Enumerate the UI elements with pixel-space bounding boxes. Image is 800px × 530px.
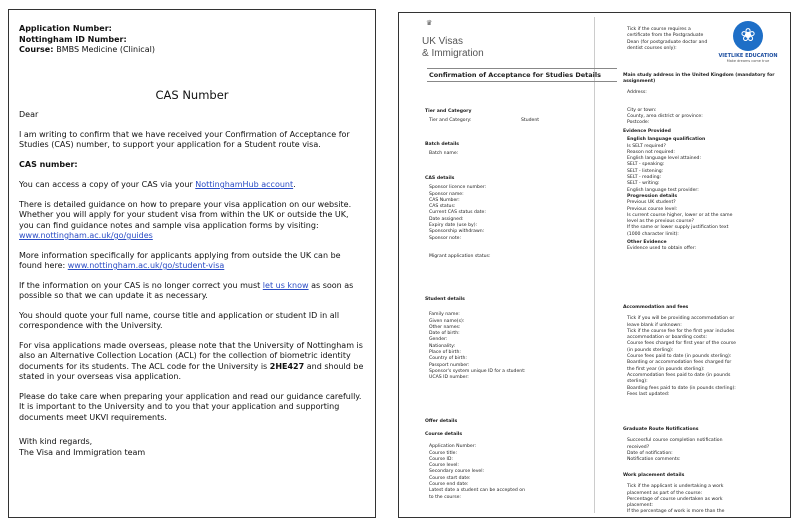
paragraph-care: Please do take care when preparing your application and read our guidance carefully. It is important to the University and to you that your application and supporting documents meet UKVI requirements. (19, 391, 362, 422)
tier-row: Tier and Category: Student (429, 118, 590, 124)
letter-header (19, 24, 365, 56)
paragraph-acl: For visa applications made overseas, please note that the University of Nottingham is also an Alternative Collection Location (ACL) for the collection of biometric identity documents for its students. The ACL code for the University is 2HE427 and should be stated in your overseas visa application. (19, 340, 364, 381)
closing: With kind regards, (19, 437, 93, 446)
form-title: Confirmation of Acceptance for Studies Details (427, 68, 617, 82)
batch-section (425, 142, 590, 158)
course-line (19, 45, 365, 56)
batch-heading: Batch details (425, 142, 459, 147)
field-row: Country of birth: (429, 356, 467, 362)
vietlike-watermark (711, 21, 785, 63)
paragraph-correction: If the information on your CAS is no longer correct you must let us know as soon as possible so that we can update it as necessary. (19, 280, 354, 300)
cas-details-section (425, 176, 590, 260)
letter-title: CAS Number (155, 87, 229, 102)
field-row: CAS Number: (429, 197, 460, 203)
royal-crest-icon: ♛ (426, 19, 433, 27)
field-row: Place of birth: (429, 350, 461, 356)
tier-section (425, 109, 590, 125)
field-row: Application Number: (429, 444, 477, 450)
watermark-slogan: Make dreams come true (726, 59, 770, 63)
nottingham-id-label: Nottingham ID Number: (19, 34, 127, 44)
field-row: Course ID: (429, 456, 453, 462)
greeting: Dear (19, 110, 39, 119)
field-row: Latest date a student can be accepted on to the course: (429, 488, 526, 500)
graduate-route-heading: Graduate Route Notifications (623, 427, 699, 432)
cas-letter (8, 9, 376, 518)
course-details-section (425, 432, 590, 501)
column-divider (594, 17, 595, 513)
lotus-icon: ❀ (733, 21, 763, 51)
signature: The Visa and Immigration team (19, 447, 146, 457)
paragraph-guidance: There is detailed guidance on how to prepare your visa application on our website. Whether you will apply for your student visa from within the UK or outside the UK, you can find guidance notes and sample visa application forms by visiting: www.nottingham.ac.uk/go/guides (19, 199, 352, 240)
course-label: Course: (19, 45, 54, 54)
tier-value: Student (521, 118, 540, 124)
field-row: Expiry date (use by): (429, 223, 478, 229)
nottinghamhub-link[interactable]: NottinghamHub account (195, 180, 294, 189)
field-row: Sponsor licence number: (429, 185, 487, 191)
offer-details-heading: Offer details (425, 419, 458, 424)
field-row: Course level: (429, 463, 459, 469)
evidence-heading: Evidence Provided (623, 129, 671, 134)
cas-details-form (398, 12, 791, 518)
field-row: Sponsor note: (429, 235, 462, 241)
cas-number-heading: CAS number: (19, 159, 78, 169)
student-visa-link[interactable]: www.nottingham.ac.uk/go/student-visa (67, 261, 225, 270)
signoff (19, 437, 365, 458)
offer-details-section (425, 419, 590, 428)
guides-link[interactable]: www.nottingham.ac.uk/go/guides (19, 231, 153, 240)
pg-dean-field: Tick if the course requires a certificate from the Postgraduate Dean (for postgraduate doctor and dentist courses only): (627, 27, 708, 51)
acl-code: 2HE427 (269, 361, 305, 371)
field-row: UCAS ID number: (429, 375, 469, 381)
field-row: Sponsor name: (429, 191, 464, 197)
paragraph-access: You can access a copy of your CAS via your NottinghamHub account. (19, 180, 296, 189)
field-row: Current CAS status date: (429, 210, 486, 216)
field-row: Sponsor's system unique ID for a student: (429, 368, 526, 374)
field-row: Course title: (429, 450, 458, 456)
progression-heading: Progression details (627, 193, 678, 199)
watermark-brand: VIETLIKE EDUCATION (718, 53, 778, 59)
field-row: Course end date: (429, 482, 469, 488)
field-row: Nationality: (429, 343, 456, 349)
english-heading: English language qualification (627, 137, 706, 143)
field-row: CAS status: (429, 204, 456, 210)
field-row: Date of birth: (429, 331, 460, 337)
student-details-heading: Student details (425, 297, 465, 302)
work-placement-section: Work placement details Tick if the applicant is undertaking a work placement as part of the course: Percentage of course undertaken as work placement: If the percentage of work is more than the (623, 473, 783, 516)
let-us-know-link[interactable]: let us know (262, 280, 309, 290)
field-row: Passport number: (429, 362, 470, 368)
work-placement-heading: Work placement details (623, 473, 685, 478)
field-row: Secondary course level: (429, 469, 485, 475)
study-address-section: Main study address in the United Kingdom (mandatory for assignment) Address: City or town: County, area district or province: Postcode: (623, 73, 783, 127)
cas-details-heading: CAS details (425, 176, 455, 181)
tier-heading: Tier and Category (425, 109, 472, 114)
other-evidence-heading: Other Evidence (627, 240, 667, 246)
accommodation-section: Accommodation and fees Tick if you will be providing accommodation or leave blank if unknown: Tick if the course fee for the first year includes accommodation or boarding costs: Course fees charged for first year of the course (in pounds sterling): Course fees paid to date (in pounds sterling): Boarding or accommodation fees charged for the first year (in pounds sterling): Accommodation fees paid to date (in pounds sterling): Boarding fees paid to date (in pounds sterling): Fees last updated: (623, 305, 783, 398)
paragraph-confirm: I am writing to confirm that we have received your Confirmation of Acceptance for Studies (CAS) number, to support your application for a Student route visa. (19, 129, 350, 149)
field-row: Date assigned: (429, 216, 464, 222)
application-number-label: Application Number: (19, 24, 112, 33)
accommodation-heading: Accommodation and fees (623, 305, 689, 310)
paragraph-quote: You should quote your full name, course title and application or student ID in all correspondence with the University. (19, 310, 340, 330)
paragraph-outside-uk: More information specifically for applicants applying from outside the UK can be found here: www.nottingham.ac.uk/go/student-visa (19, 250, 341, 270)
course-value: BMBS Medicine (Clinical) (56, 45, 155, 54)
study-address-heading: Main study address in the United Kingdom (mandatory for assignment) (623, 73, 775, 85)
field-row: Other names: (429, 324, 461, 330)
field-row: Migrant application status: (429, 253, 491, 259)
field-row: Given name(s): (429, 318, 465, 324)
field-row: Gender: (429, 337, 448, 343)
field-row: Sponsorship withdrawn: (429, 229, 485, 235)
field-row: Course start date: (429, 475, 471, 481)
ukvi-logo-line1: UK Visas (422, 36, 463, 47)
ukvi-logo-line2: & Immigration (422, 48, 484, 59)
field-row: Batch name: (429, 151, 459, 157)
course-details-heading: Course details (425, 432, 463, 437)
evidence-section: Evidence Provided English language qualification Is SELT required? Reason not required: English language level attained: SELT - speaking: SELT - listening: SELT - reading: SELT - writing: English language test provider: Progression details Previous UK student? Previous course level: Is current course higher, lower or at the same level as the previous course? If the same or lower supply justification text (1000 character limit): Other Evidence Evidence used to obtain offer: (623, 129, 783, 253)
field-row: Family name: (429, 312, 460, 318)
graduate-route-section: Graduate Route Notifications Successful course completion notification received? Date of notification: Notification comments: (623, 427, 783, 463)
student-details-section (425, 297, 590, 382)
